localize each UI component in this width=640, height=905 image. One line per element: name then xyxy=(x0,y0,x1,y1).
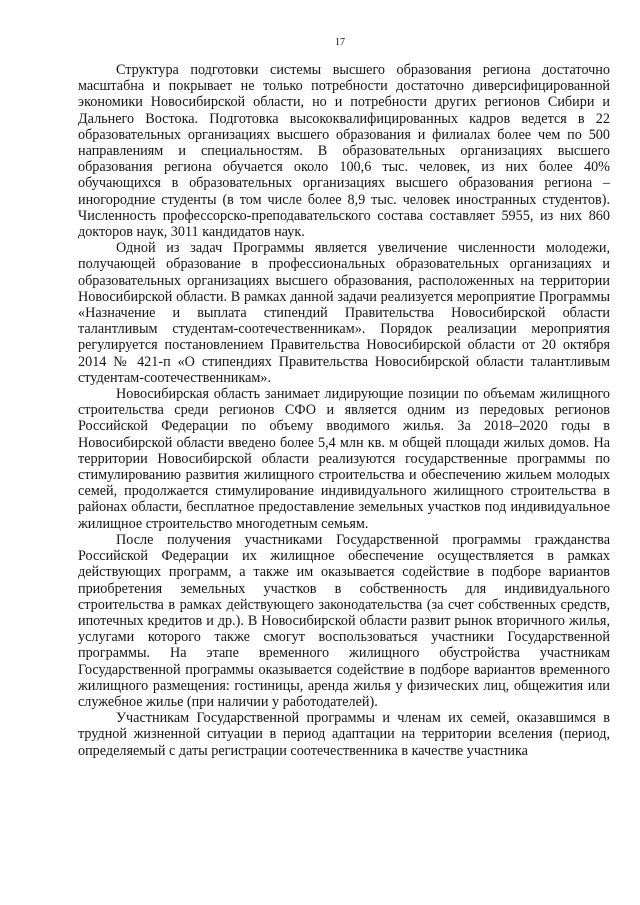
document-body xyxy=(78,62,610,759)
paragraph-higher-education: Структура подготовки системы высшего образования региона достаточно масштабна и покрывает не только потребности достаточно диверсифицированной экономики Новосибирской области, но и потребности других регионов Сибири и Дальнего Востока. Подготовка высококвалифицированных кадров ведется в 22 образовательных организациях высшего образования и филиалах более чем по 500 направлениям и специальностям. В образовательных организациях высшего образования региона обучается около 100,6 тыс. человек, из них более 40% обучающихся в образовательных организациях высшего образования региона – иногородние студенты (в том числе более 8,9 тыс. человек иностранных студентов). Численность профессорско-преподавательского состава составляет 5955, из них 860 докторов наук, 3011 кандидатов наук. xyxy=(78,62,610,241)
paragraph-difficult-situation: Участникам Государственной программы и членам их семей, оказавшимся в трудной жизненной ситуации в период адаптации на территории вселения (период, определяемый с даты регистрации соотечественника в качестве участника xyxy=(78,710,610,759)
page-number: 17 xyxy=(335,37,345,48)
paragraph-program-objective: Одной из задач Программы является увеличение численности молодежи, получающей образование в профессиональных образовательных организациях и образовательных организациях высшего образования, расположенных на территории Новосибирской области. В рамках данной задачи реализуется мероприятие Программы «Назначение и выплата стипендий Правительства Новосибирской области талантливым студентам-соотечественникам». Порядок реализации мероприятия регулируется постановлением Правительства Новосибирской области от 20 октября 2014 № 421-п «О стипендиях Правительства Новосибирской области талантливым студентам-соотечественникам». xyxy=(78,240,610,386)
paragraph-housing-support: После получения участниками Государственной программы гражданства Российской Федерации их жилищное обеспечение осуществляется в рамках действующих программ, а также им оказывается содействие в подборе вариантов приобретения земельных участков в собственность для индивидуального строительства в рамках действующего законодательства (за счет собственных средств, ипотечных кредитов и др.). В Новосибирской области развит рынок вторичного жилья, услугами которого также смогут воспользоваться участники Государственной программы. На этапе временного жилищного обустройства участникам Государственной программы оказывается содействие в подборе вариантов временного жилищного размещения: гостиницы, аренда жилья у физических лиц, общежития или служебное жилье (при наличии у работодателей). xyxy=(78,531,610,710)
paragraph-housing-construction: Новосибирская область занимает лидирующие позиции по объемам жилищного строительства среди регионов СФО и является одним из передовых регионов Российской Федерации по объему вводимого жилья. За 2018–2020 годы в Новосибирской области введено более 5,4 млн кв. м общей площади жилых домов. На территории Новосибирской области реализуются государственные программы по стимулированию развития жилищного строительства и обеспечению жильем молодых семей, продолжается стимулирование индивидуального жилищного строительства в районах области, бесплатное предоставление земельных участков под индивидуальное жилищное строительство многодетным семьям. xyxy=(78,386,610,532)
